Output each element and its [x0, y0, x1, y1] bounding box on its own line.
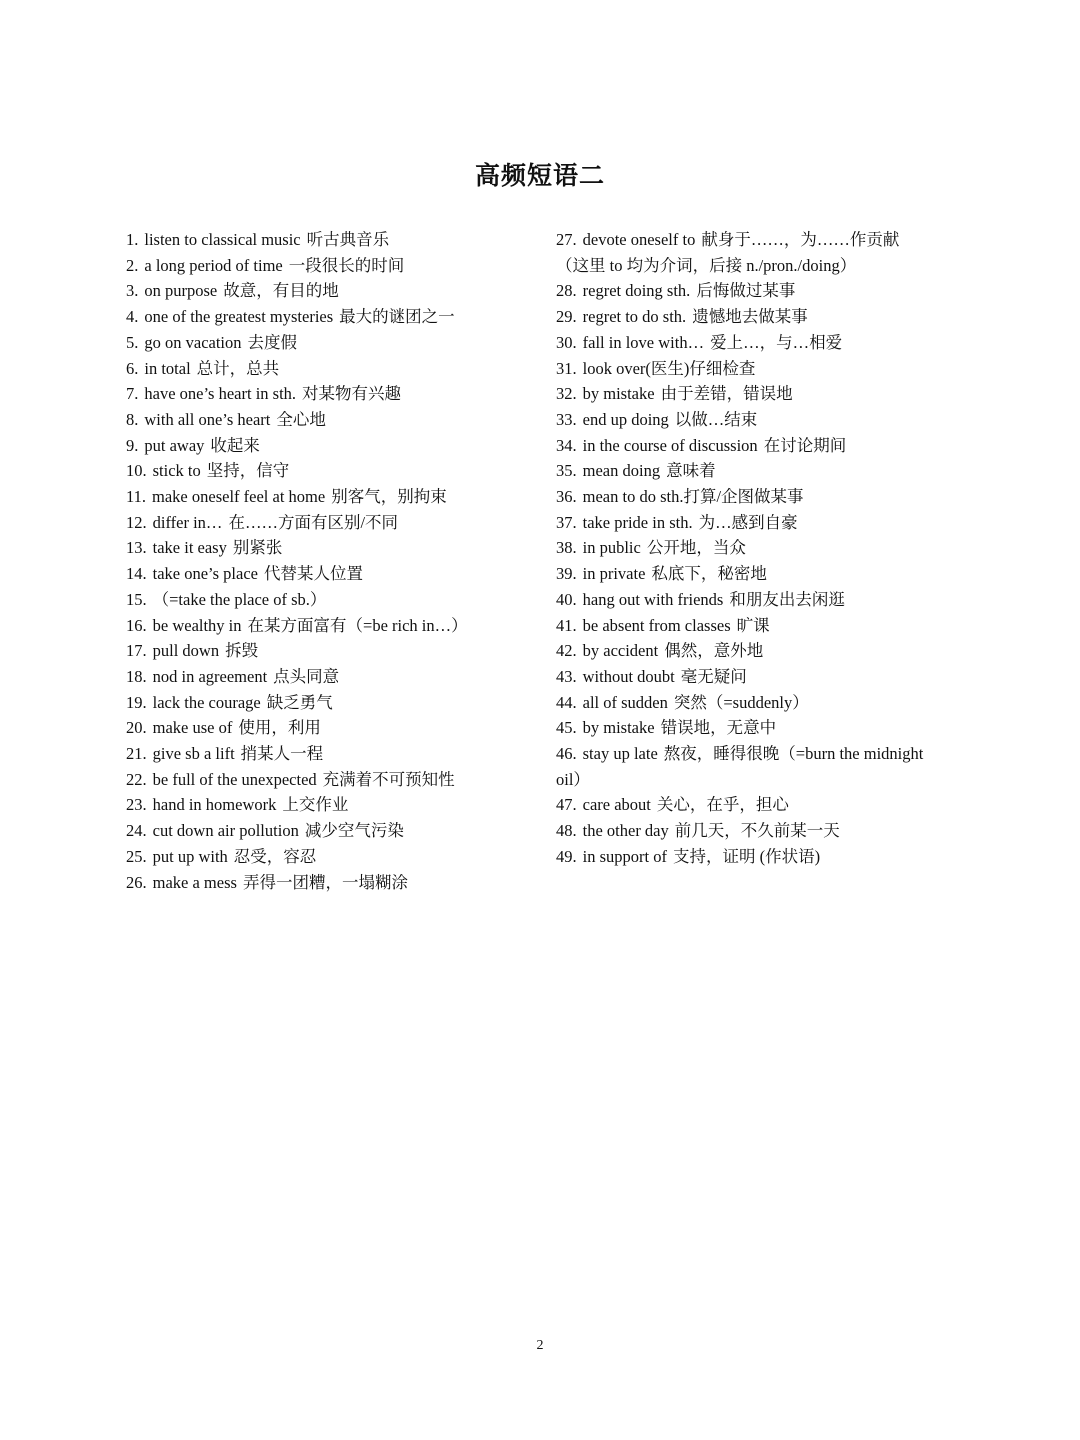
phrase-continuation: （这里 to 均为介词，后接 n./pron./doing）	[556, 255, 857, 275]
phrase-chinese: 毫无疑问	[680, 666, 747, 686]
phrase-entry	[126, 510, 536, 536]
phrase-entry	[556, 304, 966, 330]
phrase-chinese: 听古典音乐	[306, 230, 390, 249]
phrase-number: 14.	[126, 564, 147, 584]
phrase-entry	[126, 638, 536, 664]
phrase-number: 29.	[556, 307, 577, 327]
phrase-english: cut down air pollution	[152, 821, 299, 841]
phrase-number: 48.	[556, 821, 577, 841]
phrase-english: pull down	[152, 641, 220, 661]
phrase-number: 21.	[126, 744, 147, 764]
phrase-english: by mistake	[582, 718, 655, 738]
phrase-number: 49.	[556, 846, 577, 866]
phrase-english: go on vacation	[144, 332, 242, 352]
phrase-chinese: 收起来	[210, 435, 260, 455]
phrase-entry	[556, 381, 966, 407]
phrase-chinese: 去度假	[247, 332, 298, 352]
phrase-entry	[126, 741, 536, 767]
phrase-chinese: 对某物有兴趣	[302, 384, 402, 404]
phrase-chinese: 关心，在乎，担心	[656, 795, 789, 815]
phrase-number: 28.	[556, 281, 577, 301]
phrase-chinese: 捎某人一程	[240, 744, 324, 764]
phrase-english: be wealthy in	[152, 615, 242, 635]
phrase-english: take it easy	[152, 538, 227, 558]
phrase-entry	[126, 433, 536, 459]
phrase-entry	[126, 356, 536, 382]
phrase-number: 37.	[556, 512, 577, 532]
phrase-entry	[556, 330, 966, 356]
phrase-entry	[126, 844, 536, 870]
phrase-chinese: 充满着不可预知性	[322, 769, 455, 789]
phrase-number: 10.	[126, 461, 147, 481]
phrase-chinese: 上交作业	[282, 795, 349, 815]
phrase-chinese: 献身于……，为……作贡献	[701, 230, 900, 249]
phrase-number: 30.	[556, 332, 577, 352]
phrase-number: 35.	[556, 461, 577, 481]
phrase-entry	[126, 870, 536, 896]
phrase-entry	[126, 613, 536, 639]
phrase-chinese: 后悔做过某事	[696, 281, 796, 301]
phrase-chinese: 点头同意	[273, 666, 340, 686]
phrase-english: by mistake	[582, 384, 655, 404]
phrase-chinese: 代替某人位置	[264, 564, 363, 584]
phrase-number: 19.	[126, 692, 147, 712]
phrase-chinese: 支持，证明 (作状语)	[672, 846, 821, 866]
page-number: 2	[536, 1338, 544, 1353]
phrase-entry	[556, 664, 966, 690]
phrase-number: 23.	[126, 795, 147, 815]
phrase-number: 40.	[556, 589, 577, 609]
phrase-number: 13.	[126, 538, 147, 558]
phrase-entry	[556, 741, 966, 767]
phrase-english: give sb a lift	[152, 744, 235, 764]
phrase-english: hang out with friends	[582, 589, 724, 609]
phrase-number: 17.	[126, 641, 147, 661]
phrase-entry	[126, 253, 536, 279]
phrase-entry	[556, 690, 966, 716]
phrase-number: 47.	[556, 795, 577, 815]
phrase-english: nod in agreement	[152, 666, 268, 686]
phrase-chinese: 在讨论期间	[763, 435, 847, 455]
phrase-english: differ in…	[152, 512, 223, 532]
phrase-number: 20.	[126, 718, 147, 738]
phrase-number: 15.	[126, 589, 147, 609]
phrase-number: 41.	[556, 615, 577, 635]
phrase-number: 34.	[556, 435, 577, 455]
phrase-english: fall in love with…	[582, 332, 705, 352]
phrase-entry	[556, 818, 966, 844]
phrase-english: mean to do sth.打算/企图做某事	[582, 487, 804, 507]
phrase-chinese: 减少空气污染	[304, 821, 404, 841]
phrase-entry	[556, 587, 966, 613]
phrase-entry	[126, 767, 536, 793]
phrase-english: be full of the unexpected	[152, 769, 317, 789]
left-phrase-column	[126, 227, 536, 895]
phrase-chinese: 忍受，容忍	[233, 846, 317, 866]
phrase-english: stick to	[152, 461, 201, 481]
phrase-chinese: 前几天，不久前某一天	[674, 821, 840, 841]
phrase-entry	[556, 484, 966, 510]
phrase-chinese: 偶然，意外地	[664, 641, 764, 661]
phrase-entry	[126, 792, 536, 818]
phrase-number: 27.	[556, 230, 577, 249]
phrase-number: 6.	[126, 358, 139, 378]
phrase-entry	[556, 561, 966, 587]
phrase-entry	[556, 844, 966, 870]
phrase-number: 39.	[556, 564, 577, 584]
phrase-entry	[126, 818, 536, 844]
phrase-number: 25.	[126, 846, 147, 866]
phrase-entry	[556, 433, 966, 459]
phrase-number: 2.	[126, 255, 139, 275]
phrase-number: 18.	[126, 666, 147, 686]
phrase-entry	[556, 356, 966, 382]
phrase-english: the other day	[582, 821, 669, 841]
phrase-entry	[556, 535, 966, 561]
phrase-number: 43.	[556, 666, 577, 686]
phrase-number: 12.	[126, 512, 147, 532]
phrase-entry	[126, 278, 536, 304]
phrase-english: make a mess	[152, 872, 237, 892]
phrase-chinese: 故意，有目的地	[223, 281, 339, 301]
phrase-chinese: 全心地	[276, 409, 326, 429]
phrase-number: 3.	[126, 281, 139, 301]
phrase-entry	[126, 715, 536, 741]
phrase-entry	[556, 458, 966, 484]
phrase-chinese: 爱上…，与…相爱	[710, 332, 843, 352]
phrase-chinese: 弄得一团糟，一塌糊涂	[242, 872, 408, 892]
phrase-english: in total	[144, 358, 191, 378]
phrase-number: 22.	[126, 769, 147, 789]
phrase-entry	[126, 381, 536, 407]
phrase-entry	[556, 613, 966, 639]
phrase-entry	[126, 690, 536, 716]
phrase-english: with all one’s heart	[144, 409, 271, 429]
phrase-english: make use of	[152, 718, 233, 738]
phrase-chinese: 由于差错，错误地	[660, 384, 793, 404]
phrase-entry	[556, 792, 966, 818]
phrase-chinese: 遗憾地去做某事	[692, 307, 808, 327]
phrase-number: 38.	[556, 538, 577, 558]
phrase-chinese: 熬夜，睡得很晚（=burn the midnight	[663, 744, 924, 764]
phrase-chinese: 在某方面富有（=be rich in…）	[247, 615, 468, 635]
phrase-number: 26.	[126, 872, 147, 892]
phrase-chinese: 以做…结束	[674, 409, 758, 429]
phrase-chinese: 别客气，别拘束	[331, 487, 447, 507]
phrase-chinese: 最大的谜团之一	[339, 307, 455, 327]
phrase-number: 44.	[556, 692, 577, 712]
phrase-chinese: 一段很长的时间	[288, 255, 405, 275]
phrase-english: end up doing	[582, 409, 669, 429]
phrase-english: one of the greatest mysteries	[144, 307, 334, 327]
phrase-english: mean doing	[582, 461, 661, 481]
phrase-chinese: 突然（=suddenly）	[673, 692, 809, 712]
page-title: 高频短语二	[474, 161, 605, 190]
phrase-english: regret doing sth.	[582, 281, 691, 301]
phrase-chinese: 在……方面有区别/不同	[228, 512, 399, 532]
phrase-english: （=take the place of sb.）	[152, 589, 327, 609]
right-phrase-column	[556, 227, 966, 870]
phrase-chinese: 使用，利用	[238, 718, 321, 738]
phrase-entry	[126, 664, 536, 690]
phrase-english: on purpose	[144, 281, 218, 301]
phrase-entry	[556, 407, 966, 433]
phrase-entry	[126, 407, 536, 433]
phrase-english: all of sudden	[582, 692, 668, 712]
phrase-entry	[126, 458, 536, 484]
phrase-number: 33.	[556, 409, 577, 429]
phrase-english: in the course of discussion	[582, 435, 758, 455]
phrase-number: 5.	[126, 332, 139, 352]
phrase-entry	[126, 304, 536, 330]
phrase-english: a long period of time	[144, 255, 283, 275]
phrase-number: 11.	[126, 487, 147, 507]
phrase-english: have one’s heart in sth.	[144, 384, 297, 404]
phrase-chinese: 别紧张	[232, 538, 283, 558]
phrase-english: stay up late	[582, 744, 658, 764]
phrase-number: 24.	[126, 821, 147, 841]
phrase-entry	[126, 484, 536, 510]
phrase-entry	[556, 227, 966, 253]
phrase-number: 46.	[556, 744, 577, 764]
phrase-entry	[556, 715, 966, 741]
phrase-english: take one’s place	[152, 564, 258, 584]
phrase-chinese: 错误地，无意中	[660, 718, 777, 738]
phrase-number: 9.	[126, 435, 139, 455]
phrase-number: 1.	[126, 230, 139, 249]
phrase-entry	[126, 227, 536, 253]
phrase-english: in private	[582, 564, 646, 584]
phrase-english: lack the courage	[152, 692, 261, 712]
phrase-english: hand in homework	[152, 795, 277, 815]
phrase-chinese: 为…感到自豪	[698, 512, 798, 532]
phrase-number: 7.	[126, 384, 139, 404]
phrase-entry	[556, 510, 966, 536]
phrase-english: care about	[582, 795, 651, 815]
phrase-english: without doubt	[582, 666, 675, 686]
phrase-chinese: 总计，总共	[196, 358, 280, 378]
phrase-entry	[126, 535, 536, 561]
phrase-english: put up with	[152, 846, 228, 866]
phrase-english: listen to classical music	[144, 230, 301, 249]
phrase-number: 36.	[556, 487, 577, 507]
phrase-english: devote oneself to	[582, 230, 696, 249]
phrase-english: take pride in sth.	[582, 512, 693, 532]
phrase-chinese: 公开地，当众	[646, 538, 746, 558]
phrase-chinese: 拆毁	[225, 641, 259, 661]
phrase-number: 45.	[556, 718, 577, 738]
phrase-chinese: 意味着	[666, 461, 716, 481]
phrase-entry	[126, 330, 536, 356]
phrase-chinese: 旷课	[736, 615, 770, 635]
phrase-english: make oneself feel at home	[152, 487, 326, 507]
phrase-number: 31.	[556, 358, 577, 378]
phrase-number: 32.	[556, 384, 577, 404]
phrase-chinese: 和朋友出去闲逛	[729, 589, 845, 609]
phrase-english: by accident	[582, 641, 659, 661]
phrase-continuation: oil）	[556, 769, 590, 789]
phrase-english: in public	[582, 538, 641, 558]
phrase-number: 42.	[556, 641, 577, 661]
phrase-chinese: 私底下，秘密地	[651, 564, 767, 584]
phrase-entry	[126, 561, 536, 587]
phrase-entry	[126, 587, 536, 613]
phrase-chinese: 缺乏勇气	[266, 692, 333, 712]
phrase-number: 8.	[126, 409, 139, 429]
phrase-english: be absent from classes	[582, 615, 731, 635]
phrase-english: in support of	[582, 846, 667, 866]
phrase-entry	[556, 638, 966, 664]
phrase-english: look over(医生)仔细检查	[582, 358, 756, 378]
phrase-entry	[556, 278, 966, 304]
phrase-number: 4.	[126, 307, 139, 327]
phrase-english: put away	[144, 435, 205, 455]
phrase-english: regret to do sth.	[582, 307, 687, 327]
phrase-chinese: 坚持，信守	[206, 461, 290, 481]
phrase-number: 16.	[126, 615, 147, 635]
